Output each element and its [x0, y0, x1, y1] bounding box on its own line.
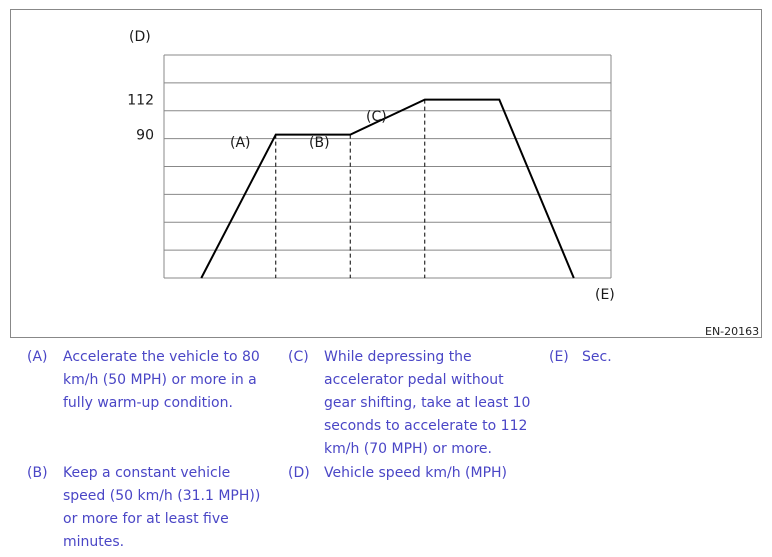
legend-text: Vehicle speed km/h (MPH) — [324, 465, 508, 481]
legend-key: (D) — [288, 465, 310, 481]
segment-label-a: (A) — [230, 135, 251, 151]
grid — [164, 55, 611, 278]
guide-lines — [276, 100, 425, 278]
legend-text: Keep a constant vehicle speed (50 km/h (31.1 MPH)) or more for at least five minutes. — [63, 465, 261, 550]
y-tick-label: 112 — [127, 92, 154, 109]
legend-item-b — [27, 462, 272, 554]
legend-key: (B) — [27, 465, 48, 481]
legend-key: (C) — [288, 349, 309, 365]
y-axis-label: (D) — [129, 29, 151, 45]
speed-profile-chart — [11, 10, 763, 339]
diagram-frame — [10, 9, 762, 338]
legend-text: While depressing the accelerator pedal without gear shifting, take at least 10 seconds to accelerate to 112 km/h (70 MPH) or more. — [324, 349, 531, 457]
x-axis-label: (E) — [595, 287, 615, 303]
legend-key: (A) — [27, 349, 48, 365]
legend-item-c — [288, 346, 538, 461]
legend-item-d — [288, 462, 538, 487]
segment-label-b: (B) — [309, 135, 330, 151]
series-line-group — [201, 100, 574, 278]
y-tick-labels — [127, 93, 154, 144]
legend-text: Accelerate the vehicle to 80 km/h (50 MPH) or more in a fully warm-up condition. — [63, 349, 260, 411]
speed-profile-line — [201, 100, 574, 278]
legend-text: Sec. — [582, 349, 612, 365]
legend-key: (E) — [549, 349, 569, 365]
legend-item-e — [549, 346, 649, 371]
figure-code: EN-20163 — [705, 325, 760, 338]
legend-item-a — [27, 346, 272, 416]
y-tick-label: 90 — [136, 127, 154, 144]
segment-label-c: (C) — [366, 109, 387, 125]
